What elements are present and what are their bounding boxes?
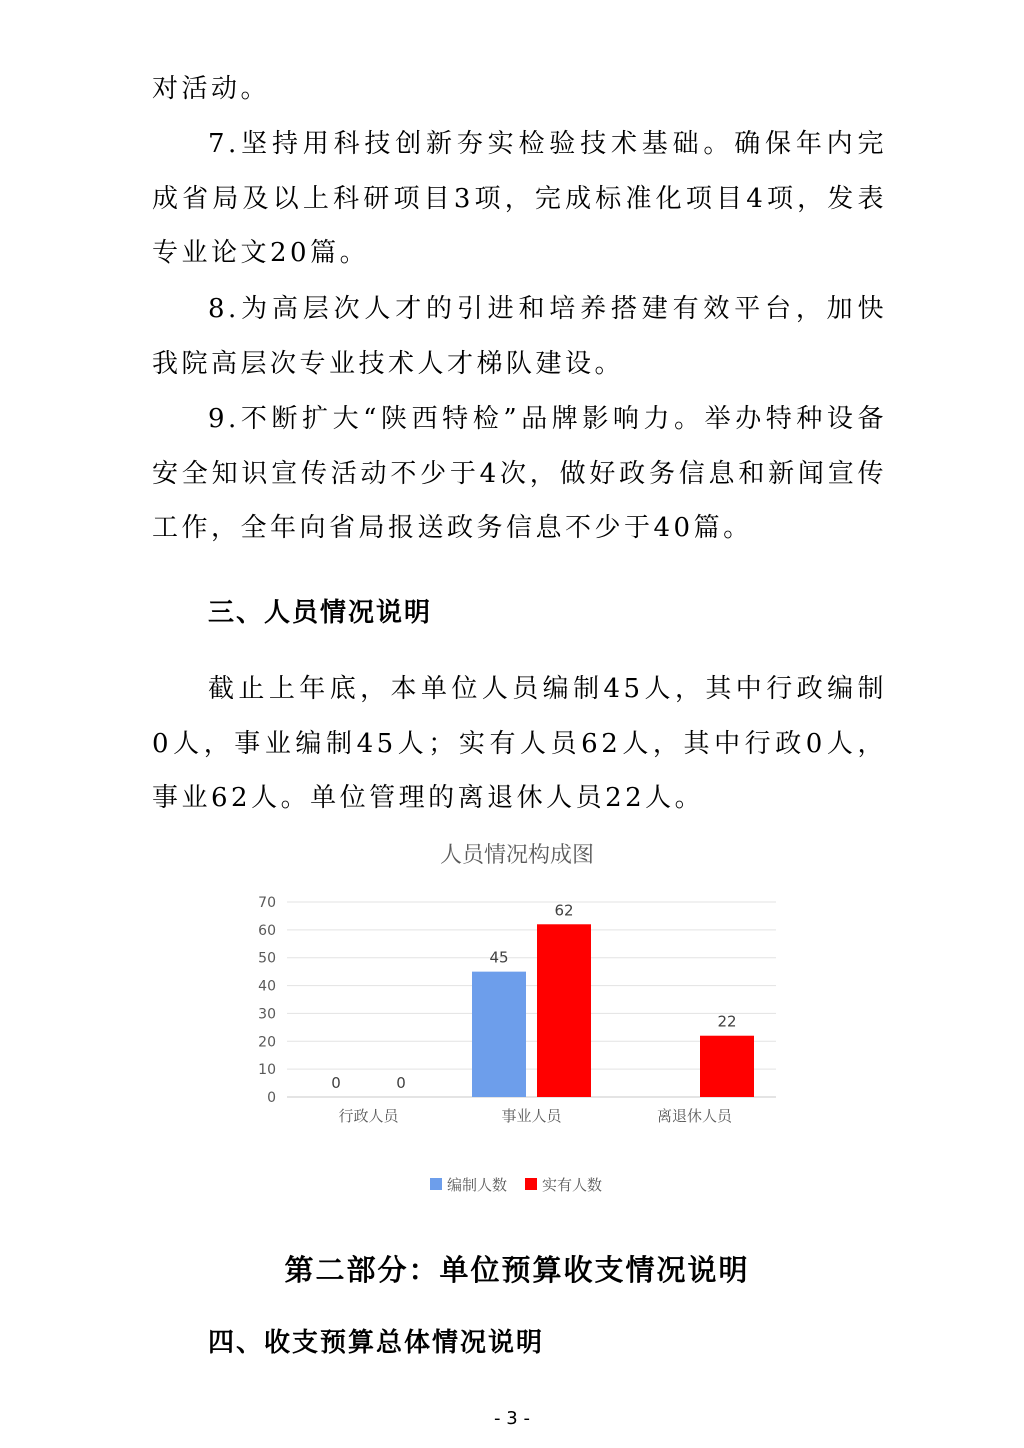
paragraph-item-9: 9.不断扩大“陕西特检”品牌影响力。举办特种设备安全知识宣传活动不少于4次，做好政务信息和新闻宣传工作，全年向省局报送政务信息不少于40篇。: [152, 404, 887, 543]
bar: [472, 972, 526, 1097]
data-label: 0: [331, 1074, 341, 1092]
personnel-bar-chart: [0, 880, 1024, 1220]
data-label: 62: [554, 901, 574, 920]
part-heading: 第二部分：单位预算收支情况说明: [284, 1253, 750, 1287]
y-tick-label: 60: [258, 922, 276, 939]
y-tick-label: 20: [258, 1034, 276, 1051]
data-label: 45: [489, 948, 509, 967]
data-label: 0: [396, 1074, 406, 1092]
page-number: - 3 -: [494, 1408, 530, 1429]
y-tick-label: 70: [258, 895, 276, 911]
y-tick-label: 50: [258, 950, 276, 967]
legend-label: 编制人数: [447, 1176, 508, 1194]
y-tick-label: 0: [267, 1090, 276, 1106]
x-tick-label: 事业人员: [501, 1107, 562, 1125]
paragraph-personnel: 截止上年底，本单位人员编制45人，其中行政编制0人，事业编制45人；实有人员62人，其中行政0人，事业62人。单位管理的离退休人员22人。: [152, 674, 887, 813]
paragraph-item-7: 7.坚持用科技创新夯实检验技术基础。确保年内完成省局及以上科研项目3项，完成标准化项目4项，发表专业论文20篇。: [152, 129, 887, 268]
section-heading-budget: 四、收支预算总体情况说明: [208, 1328, 545, 1358]
legend-swatch: [430, 1178, 442, 1190]
section-heading-personnel: 三、人员情况说明: [208, 598, 433, 628]
legend-label: 实有人数: [542, 1176, 603, 1194]
y-tick-label: 10: [258, 1062, 276, 1079]
y-tick-label: 30: [258, 1006, 276, 1023]
y-tick-label: 40: [258, 978, 276, 995]
paragraph-item-8: 8.为高层次人才的引进和培养搭建有效平台，加快我院高层次专业技术人才梯队建设。: [152, 294, 887, 379]
data-label: 22: [717, 1012, 737, 1031]
bar: [537, 924, 591, 1097]
legend-swatch: [525, 1178, 537, 1190]
chart-title: 人员情况构成图: [439, 843, 594, 868]
x-tick-label: 行政人员: [338, 1107, 399, 1125]
paragraph-continuation: 对活动。: [152, 74, 271, 104]
x-tick-label: 离退休人员: [656, 1107, 733, 1125]
bar: [700, 1036, 754, 1097]
